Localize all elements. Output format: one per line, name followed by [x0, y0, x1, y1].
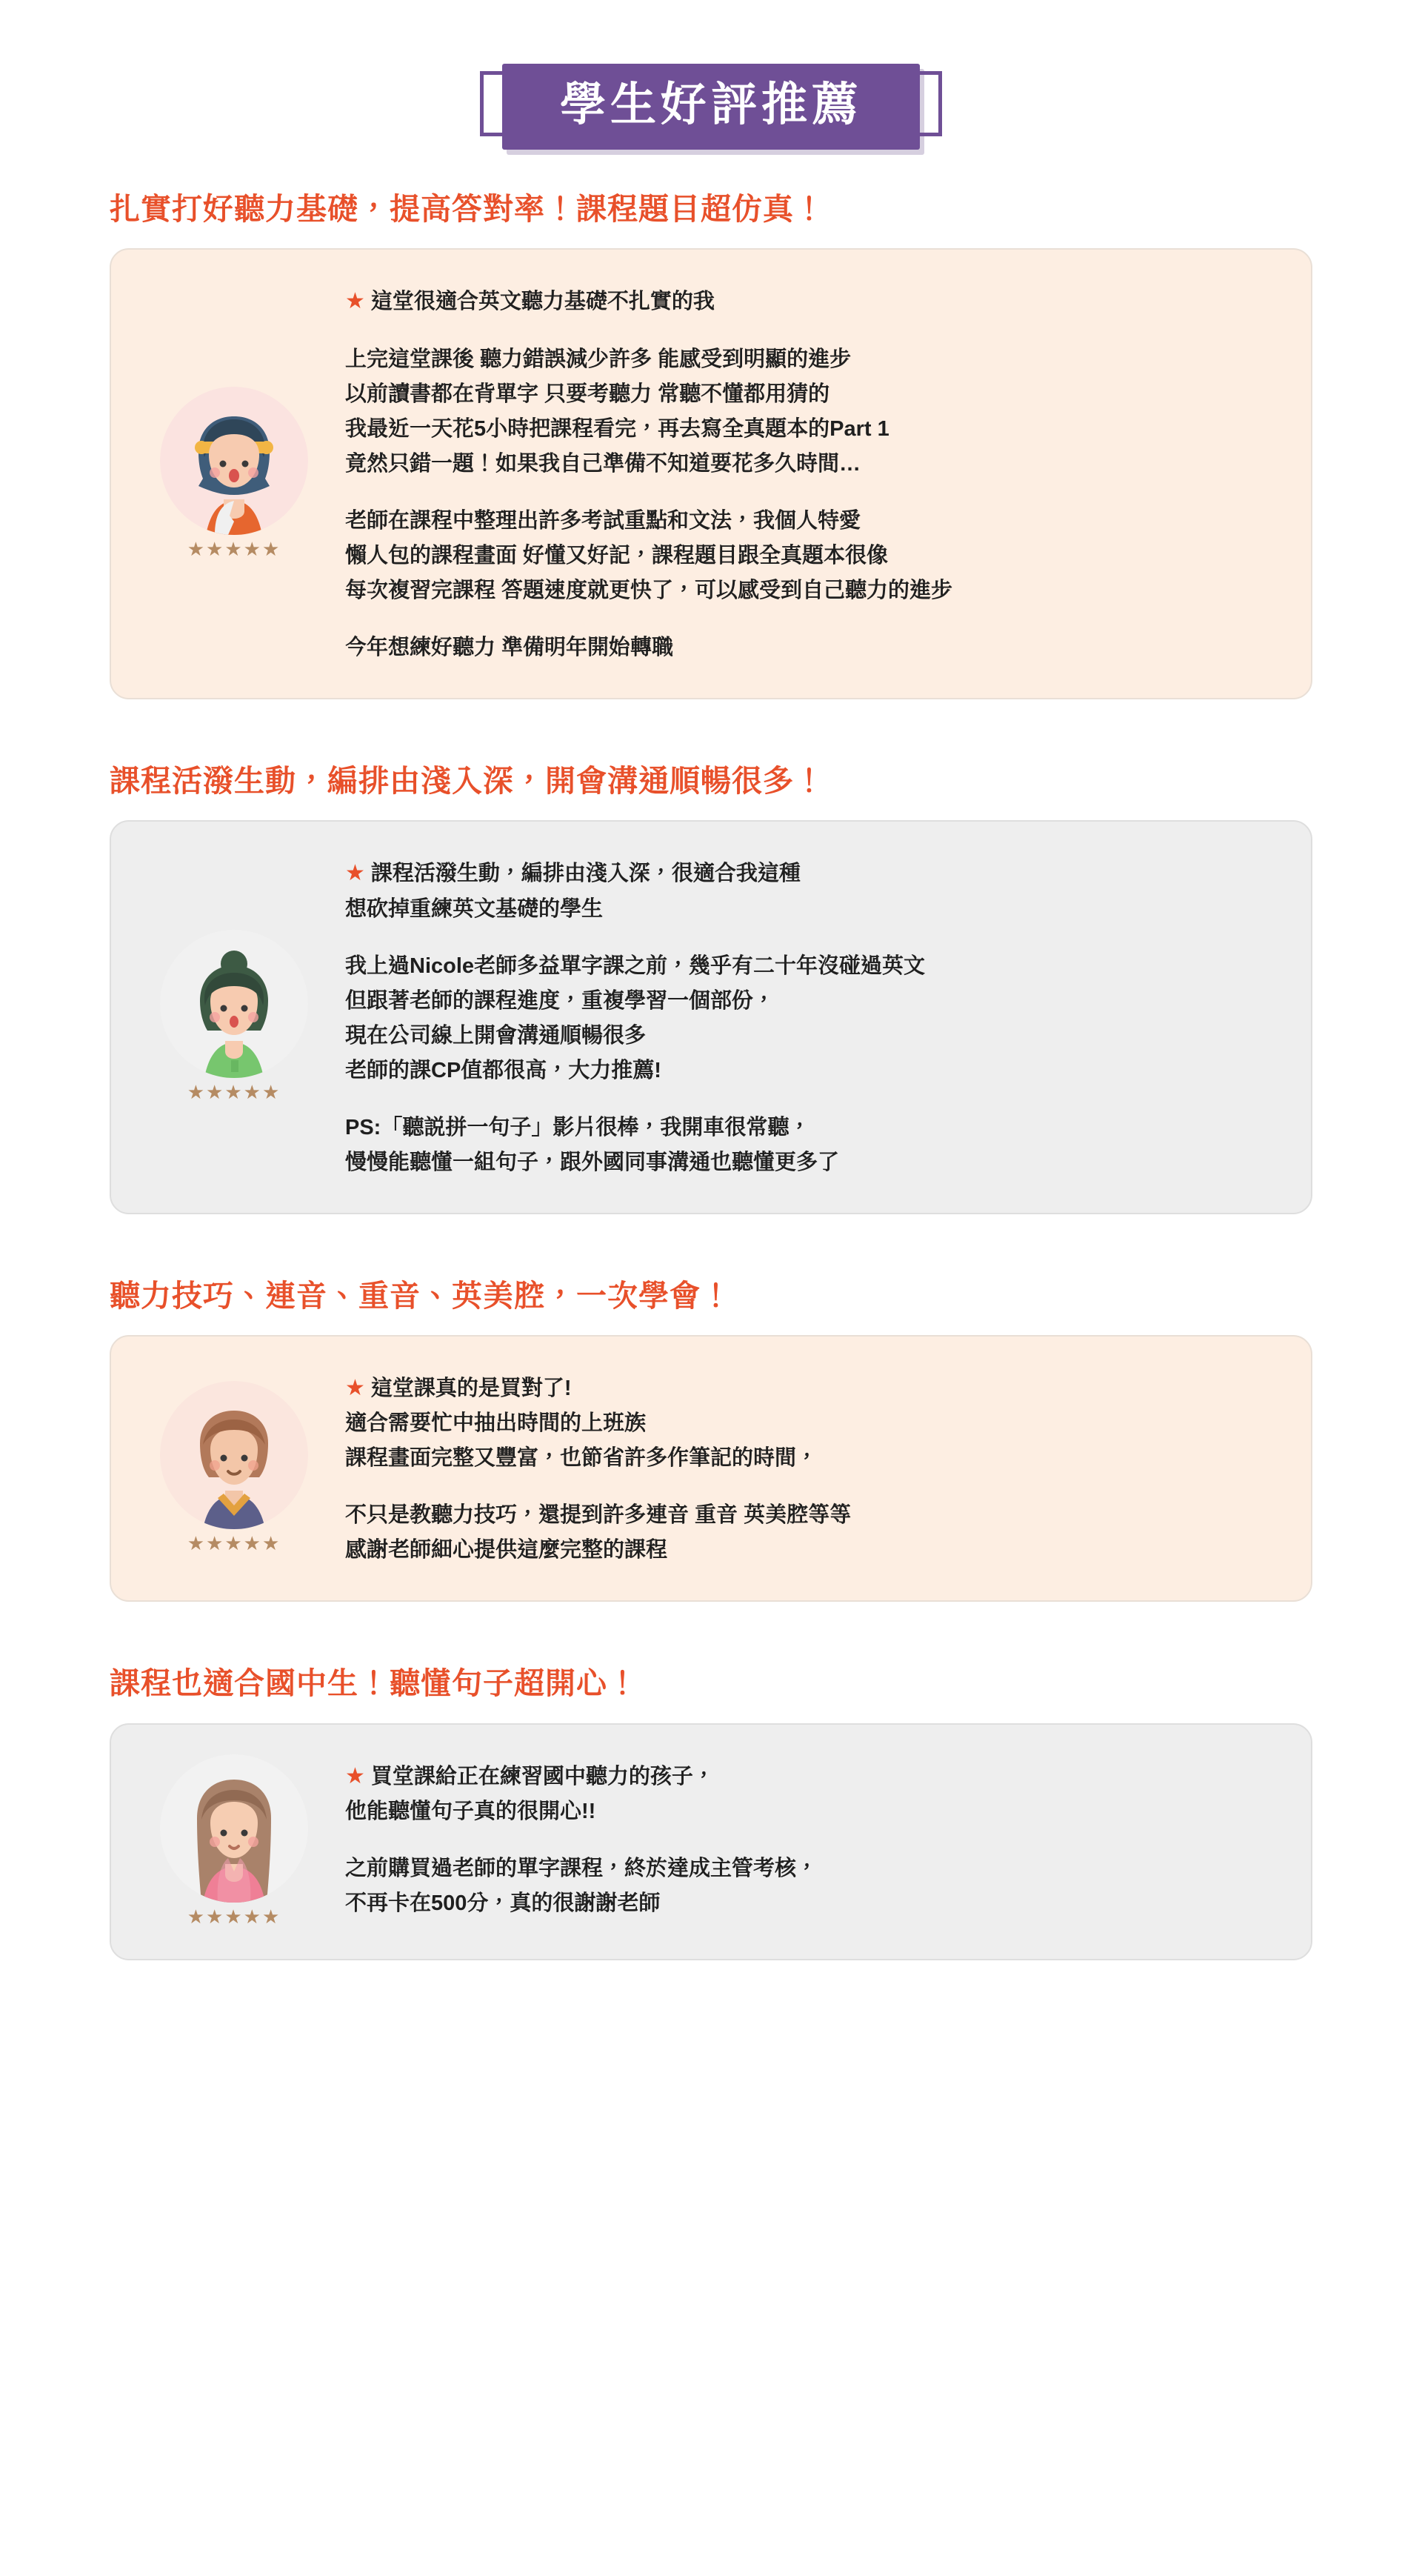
review-paragraph: [345, 1498, 1277, 1568]
review-text: [345, 279, 1277, 665]
review-paragraph: [345, 342, 1277, 482]
avatar-column: [145, 1381, 323, 1553]
review-text: [345, 851, 1277, 1179]
review-line: 現在公司線上開會溝通順暢很多: [345, 1023, 647, 1048]
star-bullet-icon: ★: [345, 289, 365, 314]
ribbon-banner: [502, 64, 920, 150]
review-paragraph: [345, 504, 1277, 608]
review-card: [110, 1723, 1312, 1960]
review-text: [345, 1754, 1277, 1922]
review-paragraph: [345, 284, 1277, 320]
review-line: 之前購買過老師的單字課程，終於達成主管考核，: [345, 1857, 818, 1881]
review-line: 不只是教聽力技巧，還提到許多連音 重音 英美腔等等: [345, 1503, 852, 1528]
review-line: 感謝老師細心提供這麼完整的課程: [345, 1538, 668, 1562]
review-line: 老師在課程中整理出許多考試重點和文法，我個人特愛: [345, 508, 861, 533]
review-line: 上完這堂課後 聽力錯誤減少許多 能感受到明顯的進步: [345, 347, 852, 372]
star-bullet-icon: ★: [345, 861, 365, 886]
review-line: 但跟著老師的課程進度，重複學習一個部份，: [345, 988, 775, 1013]
rating-stars: ★★★★★: [187, 1905, 281, 1928]
review-paragraph: [345, 856, 1277, 927]
review-line: 每次複習完課程 答題速度就更快了，可以感受到自己聽力的進步: [345, 578, 953, 602]
review-line: 我最近一天花5小時把課程看完，再去寫全真題本的Part 1: [345, 417, 889, 442]
review-line: 竟然只錯一題！如果我自己準備不知道要花多久時間…: [345, 451, 861, 476]
review-paragraph: [345, 1759, 1277, 1830]
review-paragraph: [345, 1851, 1277, 1921]
section-title: 課程活潑生動，編排由淺入深，開會溝通順暢很多！: [110, 763, 825, 798]
testimonial-section-2: [0, 762, 1422, 1214]
star-bullet-icon: ★: [345, 1763, 365, 1788]
spacer: [0, 728, 1422, 762]
page-title: 學生好評推薦: [502, 64, 920, 150]
section-title: 聽力技巧、連音、重音、英美腔，一次學會！: [110, 1278, 732, 1313]
review-line: 買堂課給正在練習國中聽力的孩子，: [370, 1764, 715, 1788]
review-line: 慢慢能聽懂一組句子，跟外國同事溝通也聽懂更多了: [345, 1150, 840, 1174]
review-paragraph: [345, 1111, 1277, 1180]
ribbon-right-tail: [920, 71, 942, 136]
avatar-woman-long-hair-icon: [160, 1754, 308, 1903]
review-line: 懶人包的課程畫面 好懂又好記，課程題目跟全真題本很像: [345, 543, 889, 568]
page-header: [0, 0, 1422, 190]
review-line: 想砍掉重練英文基礎的學生: [345, 896, 604, 921]
review-line: 不再卡在500分，真的很謝謝老師: [345, 1891, 661, 1916]
review-line: 這堂很適合英文聽力基礎不扎實的我: [370, 290, 715, 314]
rating-stars: ★★★★★: [187, 537, 281, 560]
testimonial-section-1: [0, 190, 1422, 699]
avatar-column: [145, 930, 323, 1102]
avatar-woman-headband-icon: [160, 387, 308, 535]
review-line: 老師的課CP值都很高，大力推薦!: [345, 1058, 661, 1082]
avatar-woman-bun-icon: [160, 930, 308, 1078]
star-bullet-icon: ★: [345, 1375, 365, 1400]
review-text: [345, 1366, 1277, 1568]
review-line: 我上過Nicole老師多益單字課之前，幾乎有二十年沒碰過英文: [345, 953, 926, 978]
spacer: [0, 1242, 1422, 1277]
review-line: 課程畫面完整又豐富，也節省許多作筆記的時間，: [345, 1446, 818, 1471]
testimonial-section-4: [0, 1664, 1422, 1960]
review-card: [110, 820, 1312, 1214]
review-card: [110, 1335, 1312, 1602]
avatar-column: [145, 387, 323, 559]
review-line: PS:「聽説拼一句子」影片很棒，我開車很常聽，: [345, 1115, 811, 1139]
review-line: 這堂課真的是買對了!: [370, 1376, 572, 1400]
review-card: [110, 248, 1312, 699]
testimonial-section-3: [0, 1277, 1422, 1602]
review-paragraph: [345, 1371, 1277, 1477]
review-line: 今年想練好聽力 準備明年開始轉職: [345, 635, 674, 659]
section-title: 扎實打好聽力基礎，提高答對率！課程題目超仿真！: [110, 192, 825, 227]
spacer: [0, 1630, 1422, 1664]
rating-stars: ★★★★★: [187, 1532, 281, 1555]
review-line: 課程活潑生動，編排由淺入深，很適合我這種: [370, 862, 801, 886]
review-paragraph: [345, 630, 1277, 665]
rating-stars: ★★★★★: [187, 1080, 281, 1103]
review-line: 適合需要忙中抽出時間的上班族: [345, 1411, 647, 1436]
review-paragraph: [345, 949, 1277, 1088]
review-line: 他能聽懂句子真的很開心!!: [345, 1800, 596, 1824]
ribbon-left-tail: [480, 71, 502, 136]
avatar-man-short-hair-icon: [160, 1381, 308, 1529]
review-line: 以前讀書都在背單字 只要考聽力 常聽不懂都用猜的: [345, 382, 830, 407]
avatar-column: [145, 1754, 323, 1926]
section-title: 課程也適合國中生！聽懂句子超開心！: [110, 1666, 638, 1701]
